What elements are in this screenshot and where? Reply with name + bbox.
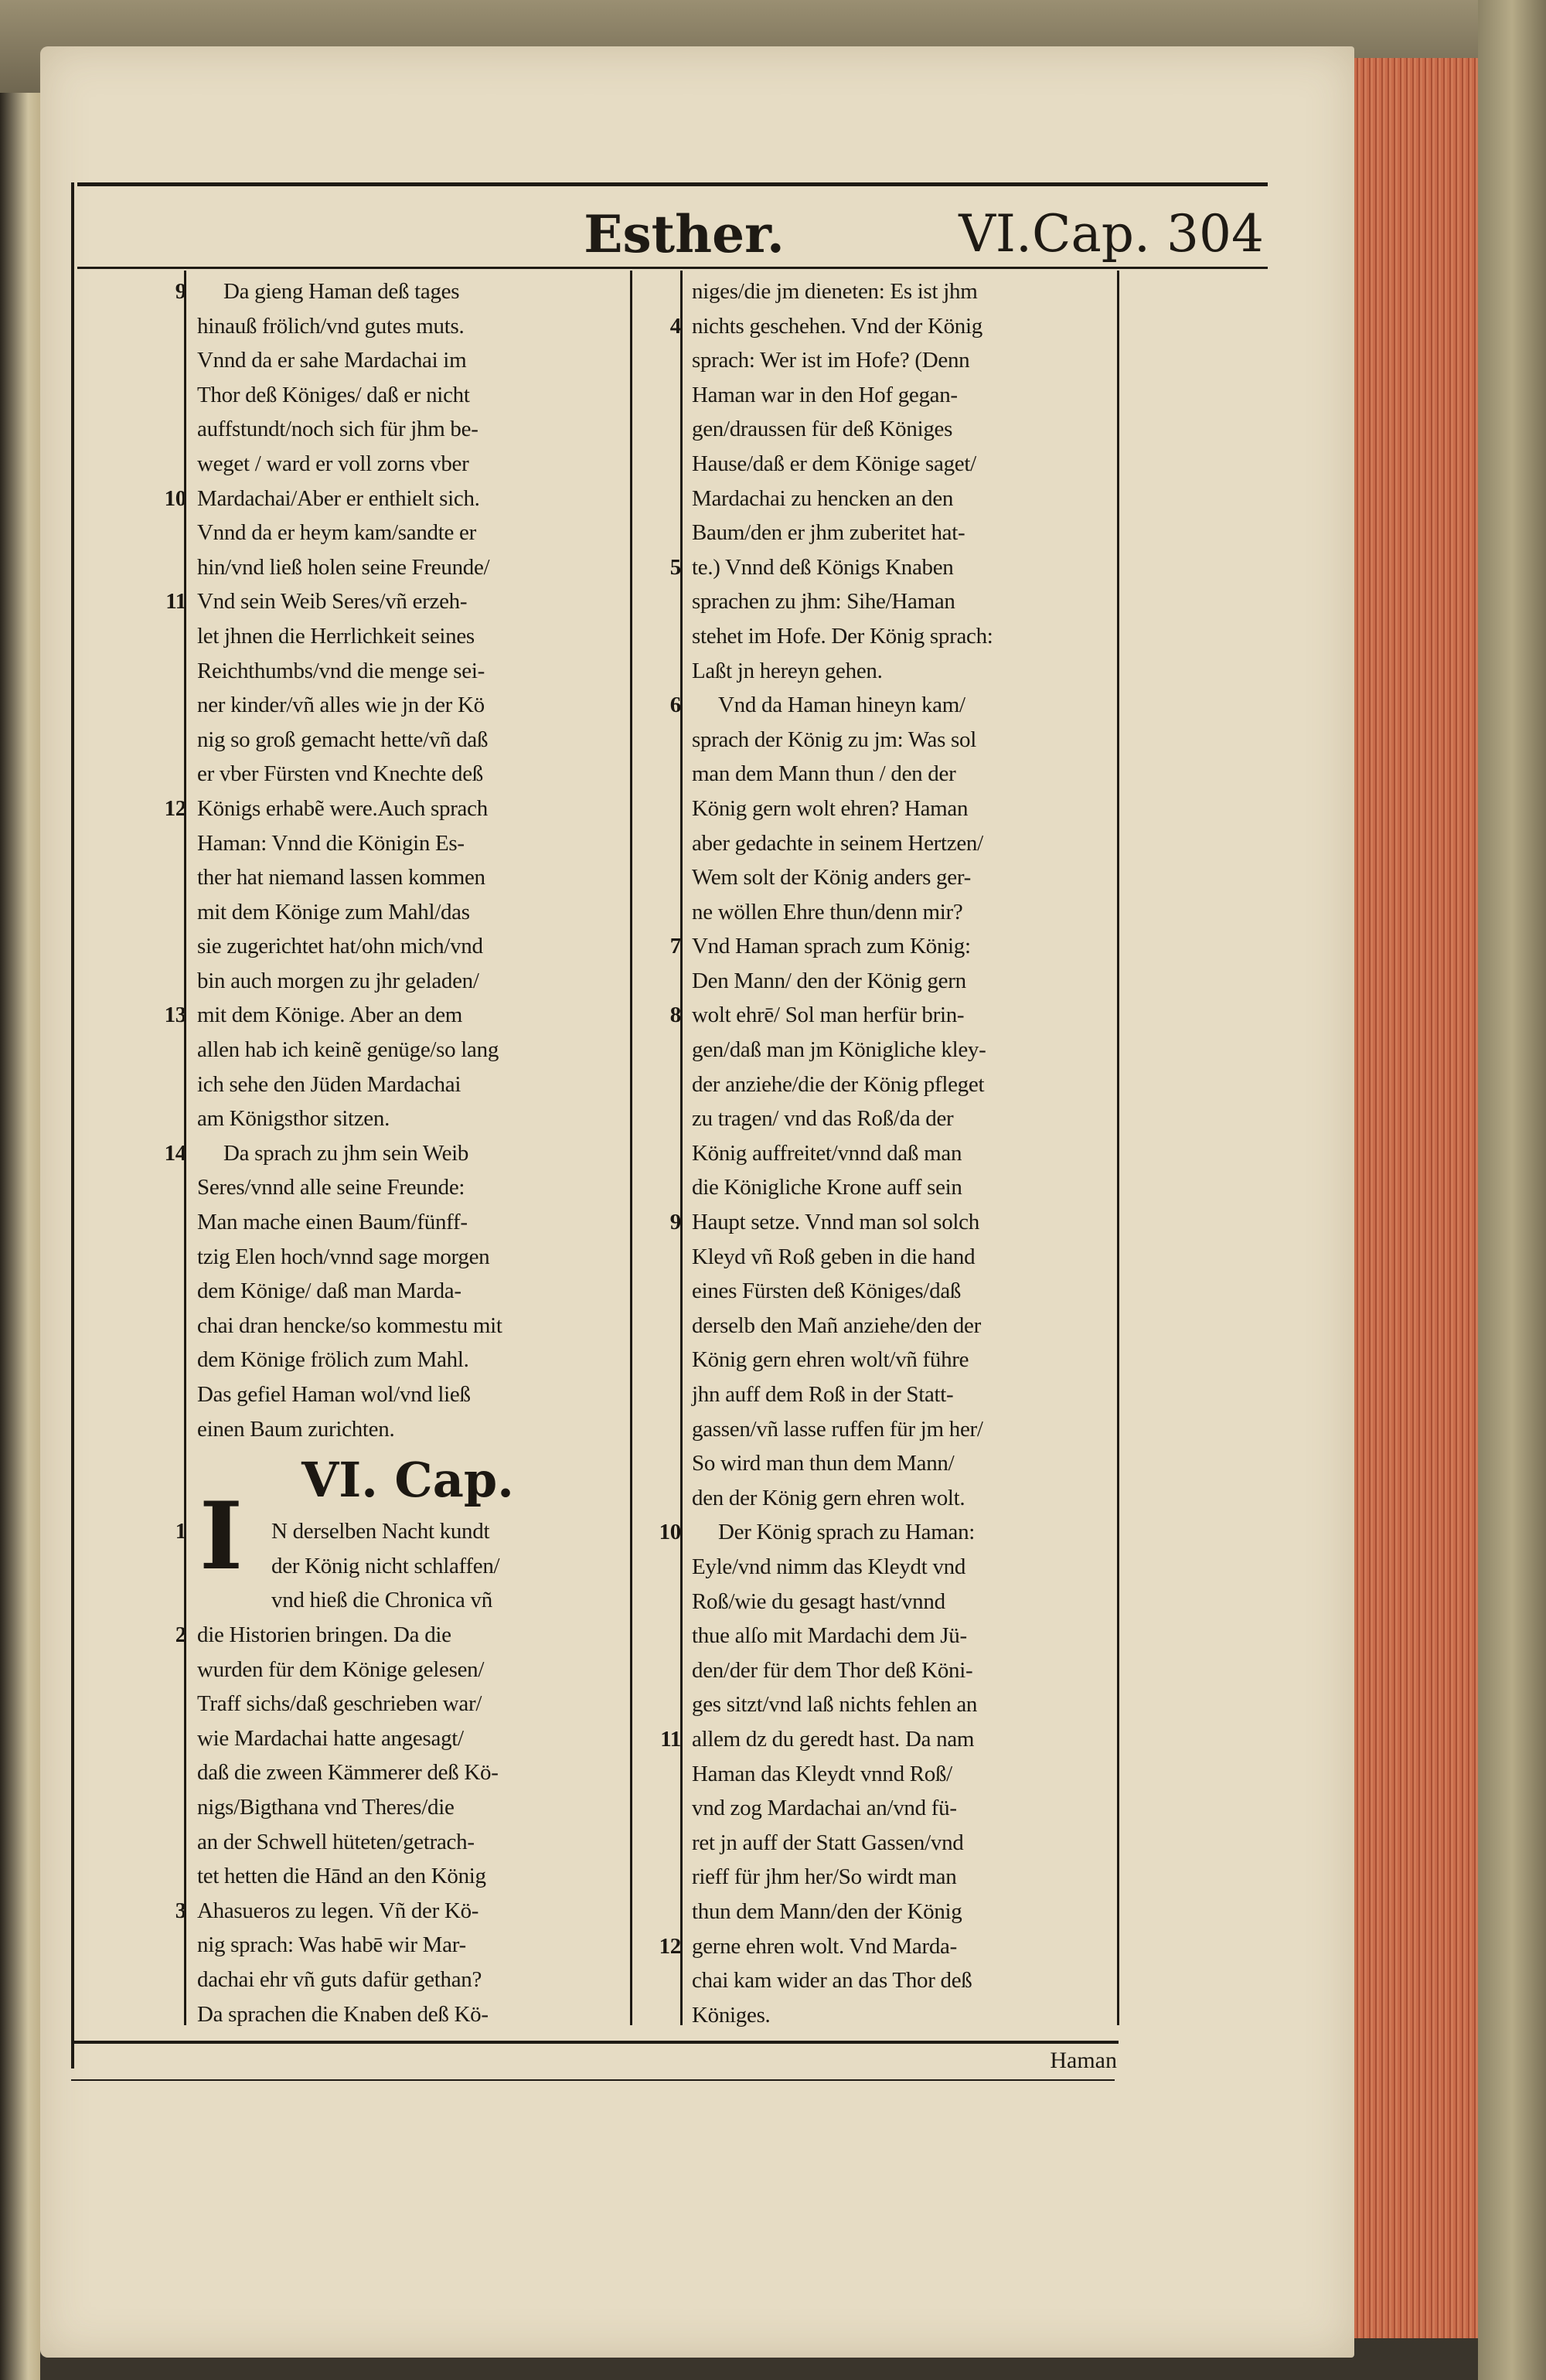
text-line (197, 378, 618, 413)
verse-number: 2 (175, 1622, 186, 1647)
text-line (669, 1205, 1117, 1240)
column-divider-left (630, 271, 632, 2025)
book-cover-right (1478, 0, 1546, 2380)
verse-number: 8 (669, 1003, 681, 1028)
text-line (197, 309, 618, 344)
verse-number: 11 (660, 1726, 681, 1752)
text-line (692, 1550, 1117, 1585)
text-line (692, 964, 1117, 999)
text-line (660, 1722, 1117, 1757)
line-text: mit dem Könige. Aber an dem (197, 1003, 463, 1028)
line-text: tzig Elen hoch/vnnd sage morgen (197, 1244, 490, 1269)
verse-number: 11 (165, 589, 186, 615)
line-text: Haman war in den Hof gegan- (692, 382, 958, 407)
line-text: der König nicht schlaffen/ (271, 1553, 500, 1578)
text-line (197, 1721, 618, 1756)
line-text: mit dem Könige zum Mahl/das (197, 899, 470, 924)
line-text: Vnd Haman sprach zum König: (692, 934, 971, 959)
line-text: thue alſo mit Mardachi dem Jü- (692, 1623, 967, 1649)
verse-number: 14 (164, 1140, 186, 1166)
text-line (197, 860, 618, 895)
text-line (164, 792, 618, 826)
text-line (197, 826, 618, 861)
text-line (692, 1653, 1117, 1688)
right-column-lines (659, 274, 1117, 2032)
text-line (197, 1963, 618, 1997)
text-line (164, 1136, 618, 1171)
line-text: Roß/wie du gesagt hast/vnnd (692, 1588, 945, 1614)
line-text: ne wöllen Ehre thun/denn mir? (692, 899, 963, 924)
line-text: Eyle/vnd nimm das Kleydt vnd (692, 1554, 966, 1579)
line-text: Da sprach zu jhm sein Weib (223, 1140, 469, 1166)
line-text: Haupt setze. Vnnd man sol solch (692, 1210, 979, 1235)
line-text: chai kam wider an das Thor deß (692, 1968, 972, 1994)
line-text: Reichthumbs/vnd die menge sei- (197, 658, 485, 683)
line-text: Thor deß Königes/ daß er nicht (197, 382, 470, 407)
text-line (197, 1170, 618, 1205)
text-line (692, 274, 1117, 309)
text-line (692, 1170, 1117, 1205)
line-text: Seres/vnnd alle seine Freunde: (197, 1175, 465, 1200)
text-line (692, 826, 1117, 861)
text-line (692, 1136, 1117, 1171)
right-frame-rule (1117, 271, 1119, 2025)
text-line (197, 757, 618, 792)
line-text: aber gedachte in seinem Hertzen/ (692, 830, 983, 856)
catchword: Haman (1050, 2048, 1117, 2073)
text-line (669, 550, 1117, 585)
line-text: Der König sprach zu Haman: (718, 1520, 976, 1545)
line-text: N derselben Nacht kundt (271, 1519, 490, 1544)
column-divider-right (680, 271, 683, 2025)
text-line (692, 1446, 1117, 1481)
text-line (197, 412, 618, 447)
verse-number: 6 (669, 693, 681, 718)
text-line (669, 929, 1117, 964)
line-text: sprach der König zu jm: Was sol (692, 727, 976, 752)
verse-number: 12 (164, 795, 186, 821)
line-text: dem Könige frölich zum Mahl. (197, 1347, 469, 1373)
drop-cap-initial: I (199, 1482, 243, 1591)
text-line (659, 1929, 1117, 1964)
text-line (692, 1101, 1117, 1136)
verse-number: 13 (164, 1003, 186, 1028)
text-line (197, 1343, 618, 1377)
line-text: vnd hieß die Chronica vñ (271, 1588, 492, 1613)
line-text: Vnnd da er heym kam/sandte er (197, 520, 476, 546)
line-text: an der Schwell hüteten/getrach- (197, 1829, 475, 1854)
text-line (197, 895, 618, 930)
text-line (197, 619, 618, 654)
text-line (692, 1826, 1117, 1861)
text-line (692, 654, 1117, 689)
verse-number: 3 (175, 1898, 186, 1923)
text-line (197, 1205, 618, 1240)
line-text: allem dz du geredt hast. Da nam (692, 1726, 975, 1752)
line-text: niges/die jm dieneten: Es ist jhm (692, 279, 978, 304)
line-text: Mardachai zu hencken an den (692, 485, 954, 511)
line-text: daß die zween Kämmerer deß Kö- (197, 1760, 499, 1786)
text-line (692, 482, 1117, 516)
text-line (197, 1755, 618, 1790)
text-line (692, 1343, 1117, 1377)
line-text: Traff sichs/daß geschrieben war/ (197, 1691, 482, 1717)
bottom-frame-rule (71, 2041, 1119, 2044)
line-text: te.) Vnnd deß Königs Knaben (692, 554, 954, 580)
line-text: Den Mann/ den der König gern (692, 968, 966, 993)
text-line (692, 1067, 1117, 1102)
line-text: rieff für jhm her/So wirdt man (692, 1864, 957, 1890)
line-text: Vnnd da er sahe Mardachai im (197, 348, 467, 373)
left-frame-rule (71, 182, 74, 2068)
line-text: allen hab ich keinẽ genüge/so lang (197, 1037, 499, 1063)
line-text: Vnd sein Weib Seres/vñ erzeh- (197, 589, 468, 615)
line-text: gen/daß man jm Königliche kley- (692, 1037, 986, 1063)
text-line (197, 1274, 618, 1309)
line-text: König gern wolt ehren? Haman (692, 795, 969, 821)
chapter-page-number: VI.Cap. 304 (959, 204, 1264, 264)
line-text: wolt ehrē/ Sol man herfür brin- (692, 1003, 965, 1028)
line-text: nig sprach: Was habē wir Mar- (197, 1932, 466, 1958)
text-line (165, 584, 618, 619)
bottom-outer-rule (71, 2079, 1115, 2081)
text-line (692, 1687, 1117, 1722)
line-text: tet hetten die Hānd an den König (197, 1864, 486, 1889)
right-text-column (659, 274, 1117, 2032)
text-line (692, 1585, 1117, 1619)
line-text: wurden für dem Könige gelesen/ (197, 1656, 485, 1682)
line-text: ther hat niemand lassen kommen (197, 865, 485, 890)
line-text: auffstundt/noch sich für jhm be- (197, 417, 478, 442)
text-line (197, 1997, 618, 2032)
line-text: ret jn auff der Statt Gassen/vnd (692, 1830, 964, 1855)
text-line (197, 1067, 618, 1102)
page-title: Esther. (584, 204, 785, 264)
text-line (175, 1894, 618, 1929)
text-line (197, 447, 618, 482)
line-text: am Königsthor sitzen. (197, 1106, 390, 1132)
verse-number: 1 (175, 1519, 186, 1544)
line-text: Ahasueros zu legen. Vñ der Kö- (197, 1898, 479, 1923)
line-text: Haman: Vnnd die Königin Es- (197, 830, 465, 856)
text-line (692, 723, 1117, 758)
text-line (692, 1240, 1117, 1275)
line-text: hin/vnd ließ holen seine Freunde/ (197, 554, 490, 580)
text-line (197, 964, 618, 999)
text-line (692, 1998, 1117, 2033)
text-line (197, 516, 618, 550)
line-text: sprachen zu jhm: Sihe/Haman (692, 589, 955, 615)
text-line (197, 1240, 618, 1275)
text-line (197, 654, 618, 689)
text-line (692, 1757, 1117, 1792)
line-text: Hause/daß er dem Könige saget/ (692, 451, 976, 476)
text-line (692, 584, 1117, 619)
line-text: Wem solt der König anders ger- (692, 865, 971, 890)
line-text: bin auch morgen zu jhr geladen/ (197, 968, 479, 993)
verse-number: 9 (669, 1210, 681, 1235)
line-text: den der König gern ehren wolt. (692, 1485, 965, 1510)
text-line (197, 1687, 618, 1721)
text-line (692, 1860, 1117, 1895)
line-text: sie zugerichtet hat/ohn mich/vnd (197, 934, 483, 959)
text-line (175, 1618, 618, 1653)
text-line (692, 1481, 1117, 1516)
line-text: dachai ehr vñ guts dafür gethan? (197, 1966, 482, 1992)
text-line (164, 998, 618, 1033)
line-text: Mardachai/Aber er enthielt sich. (197, 485, 480, 511)
line-text: ner kinder/vñ alles wie jn der Kö (197, 693, 485, 718)
left-column-top-lines (164, 274, 618, 1446)
line-text: ges sitzt/vnd laß nichts fehlen an (692, 1692, 978, 1718)
line-text: die Königliche Krone auff sein (692, 1175, 962, 1200)
text-line (669, 309, 1117, 344)
line-text: thun dem Mann/den der König (692, 1898, 962, 1924)
verse-number: 10 (164, 485, 186, 511)
line-text: die Historien bringen. Da die (197, 1622, 451, 1647)
line-text: einen Baum zurichten. (197, 1416, 395, 1442)
text-line (164, 482, 618, 516)
line-text: den/der für dem Thor deß Köni- (692, 1657, 973, 1683)
line-text: Da sprachen die Knaben deß Kö- (197, 2001, 489, 2027)
line-text: weget / ward er voll zorns vber (197, 451, 469, 476)
page-fore-edge (1354, 58, 1478, 2338)
text-line (197, 688, 618, 723)
line-text: Vnd da Haman hineyn kam/ (718, 693, 965, 718)
left-column-bottom-lines (175, 1514, 618, 2031)
line-text: derselb den Mañ anziehe/den der (692, 1313, 981, 1338)
text-line (692, 343, 1117, 378)
text-line (692, 757, 1117, 792)
line-text: Kleyd vñ Roß geben in die hand (692, 1244, 976, 1269)
line-text: jhn auff dem Roß in der Statt- (692, 1382, 954, 1407)
text-line (659, 1515, 1117, 1550)
verse-number: 5 (669, 554, 681, 580)
text-line (692, 1791, 1117, 1826)
line-text: eines Fürsten deß Königes/daß (692, 1279, 962, 1304)
text-line (692, 1895, 1117, 1929)
line-text: zu tragen/ vnd das Roß/da der (692, 1106, 954, 1132)
text-line (692, 447, 1117, 482)
verse-number: 9 (175, 279, 186, 304)
line-text: Königs erhabẽ were.Auch sprach (197, 795, 488, 821)
text-line (197, 1101, 618, 1136)
text-line (692, 1377, 1117, 1412)
text-line (692, 895, 1117, 930)
text-line (692, 860, 1117, 895)
text-line (197, 1033, 618, 1067)
line-text: sprach: Wer ist im Hofe? (Denn (692, 348, 970, 373)
line-text: gerne ehren wolt. Vnd Marda- (692, 1933, 957, 1959)
text-line (669, 688, 1117, 723)
line-text: nigs/Bigthana vnd Theres/die (197, 1794, 455, 1820)
line-text: König gern ehren wolt/vñ führe (692, 1347, 969, 1373)
text-line (197, 343, 618, 378)
text-line (175, 274, 618, 309)
text-line (197, 1412, 618, 1447)
line-text: vnd zog Mardachai an/vnd fü- (692, 1796, 957, 1821)
line-text: chai dran hencke/so kommestu mit (197, 1313, 502, 1338)
text-line (692, 792, 1117, 826)
line-text: nichts geschehen. Vnd der König (692, 313, 982, 339)
text-line (669, 998, 1117, 1033)
line-text: hinauß frölich/vnd gutes muts. (197, 313, 465, 339)
text-line (197, 1653, 618, 1687)
verse-number: 10 (659, 1520, 681, 1545)
text-line (197, 1859, 618, 1894)
line-text: gen/draussen für deß Königes (692, 417, 953, 442)
left-text-column (164, 274, 618, 2031)
text-line (692, 378, 1117, 413)
line-text: man dem Mann thun / den der (692, 761, 956, 787)
verse-number: 4 (669, 313, 681, 339)
verse-number: 7 (669, 934, 681, 959)
line-text: dem Könige/ daß man Marda- (197, 1279, 461, 1304)
text-line (692, 1963, 1117, 1998)
text-line (197, 929, 618, 964)
line-text: stehet im Hofe. Der König sprach: (692, 623, 993, 649)
text-line (692, 1619, 1117, 1653)
line-text: wie Mardachai hatte angesagt/ (197, 1725, 464, 1751)
line-text: König auffreitet/vnnd daß man (692, 1140, 962, 1166)
line-text: er vber Fürsten vnd Knechte deß (197, 761, 483, 787)
line-text: nig so groß gemacht hette/vñ daß (197, 727, 489, 752)
text-line (692, 619, 1117, 654)
line-text: Man mache einen Baum/fünff- (197, 1210, 468, 1235)
text-line (197, 1583, 618, 1618)
line-text: Das gefiel Haman wol/vnd ließ (197, 1382, 471, 1407)
text-line (692, 1033, 1117, 1067)
text-line (692, 1309, 1117, 1343)
text-line (692, 1274, 1117, 1309)
line-text: der anziehe/die der König pfleget (692, 1071, 985, 1097)
line-text: Laßt jn hereyn gehen. (692, 658, 883, 683)
line-text: Haman das Kleydt vnnd Roß/ (692, 1761, 952, 1786)
chapter-heading: VI. Cap. (301, 1452, 514, 1509)
left-page-edge (0, 93, 40, 2380)
top-border-rule (77, 182, 1268, 186)
text-line (692, 516, 1117, 550)
line-text: gassen/vñ lasse ruffen für jm her/ (692, 1416, 983, 1442)
text-line (197, 723, 618, 758)
line-text: So wird man thun dem Mann/ (692, 1451, 955, 1476)
text-line (197, 1825, 618, 1860)
line-text: let jhnen die Herrlichkeit seines (197, 623, 475, 649)
text-line (197, 1928, 618, 1963)
text-line (692, 412, 1117, 447)
text-line (197, 1309, 618, 1343)
line-text: Königes. (692, 2002, 771, 2028)
text-line (692, 1412, 1117, 1447)
line-text: Da gieng Haman deß tages (223, 279, 460, 304)
text-line (197, 1790, 618, 1825)
line-text: Baum/den er jhm zuberitet hat- (692, 520, 965, 546)
text-line (197, 550, 618, 585)
text-line (197, 1377, 618, 1412)
line-text: ich sehe den Jüden Mardachai (197, 1071, 461, 1097)
verse-number: 12 (659, 1933, 681, 1959)
